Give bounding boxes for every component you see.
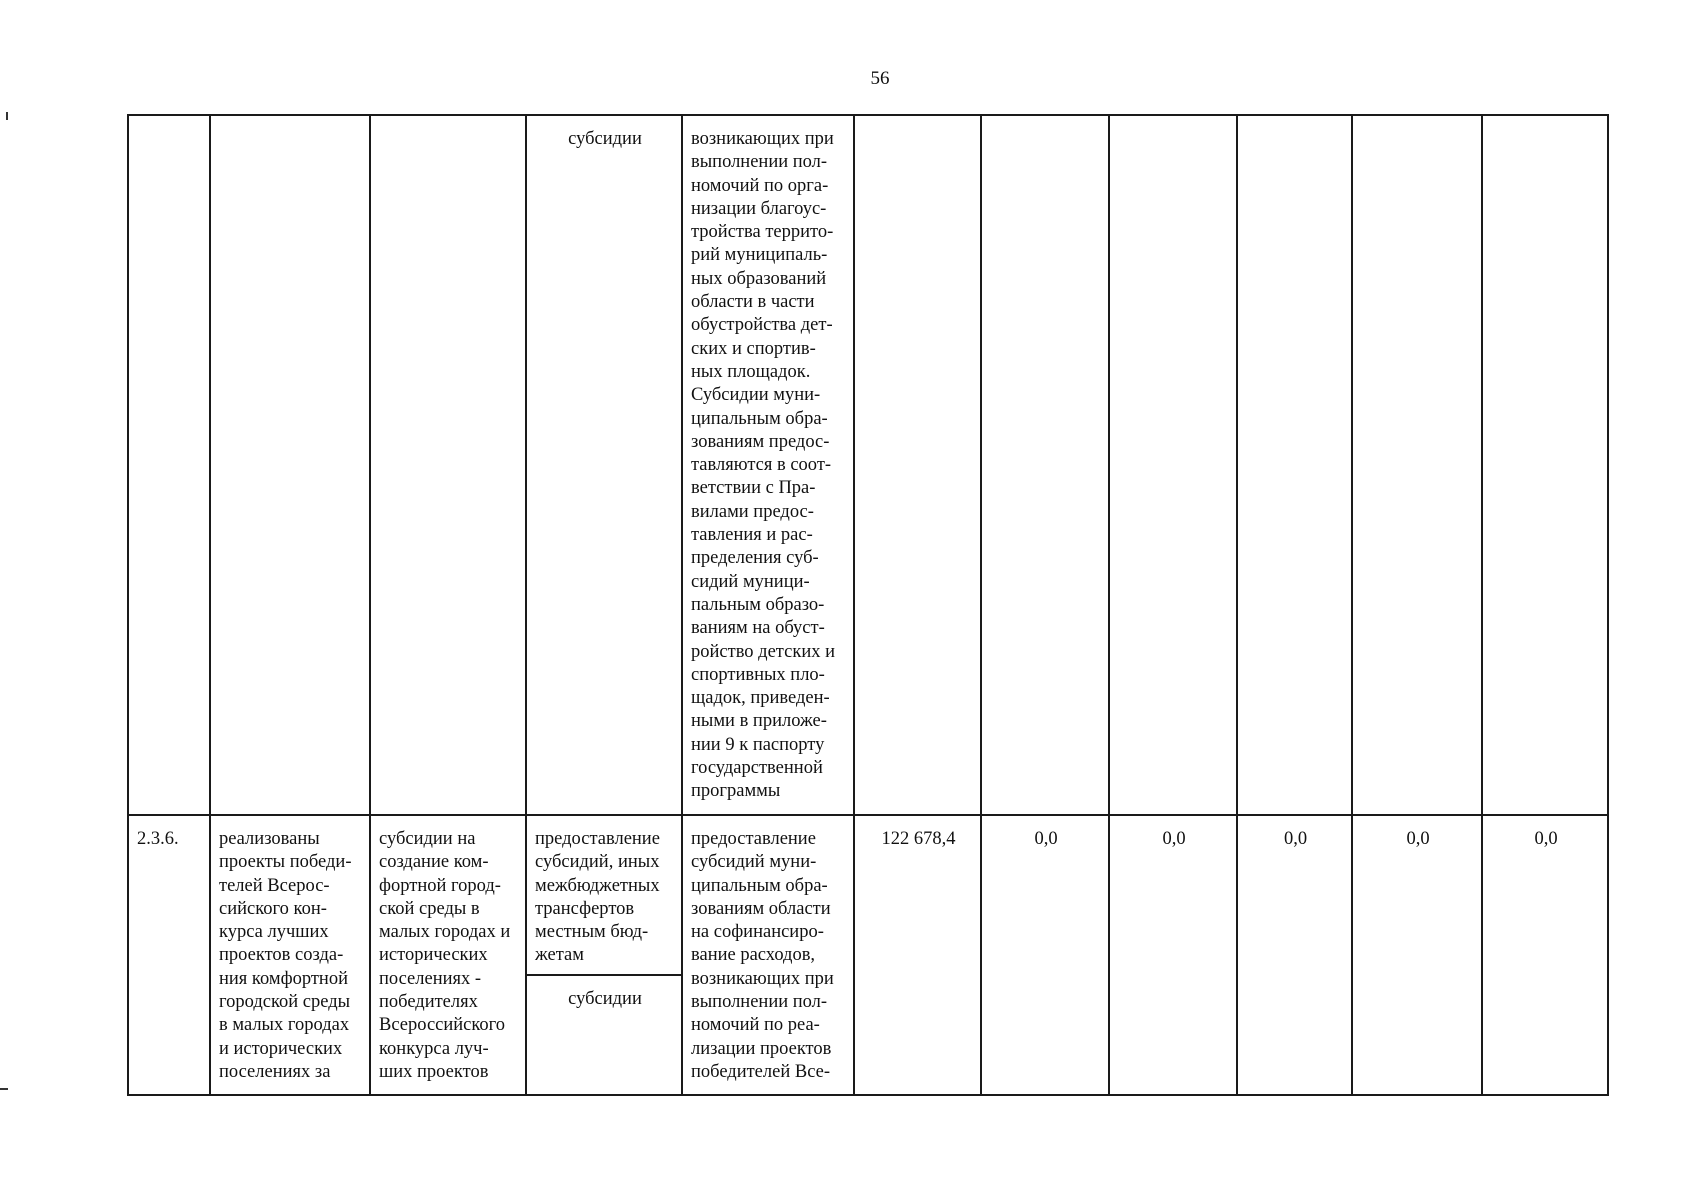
text-line: предоставление xyxy=(691,829,816,849)
text-line: проектов созда- xyxy=(219,945,344,966)
text-line: ской среды в xyxy=(379,898,480,919)
value-cell: 0,0 xyxy=(981,815,1109,1095)
value-cell xyxy=(1352,115,1482,815)
text-line: ских и спортив- xyxy=(691,338,816,359)
item-code-cell xyxy=(128,115,210,815)
text-line: трансфертов xyxy=(535,898,635,919)
text-line: малых городах и xyxy=(379,922,511,943)
value-cell xyxy=(981,115,1109,815)
text-line: ния комфортной xyxy=(219,968,348,989)
text-line: субсидии на xyxy=(379,829,476,849)
text-line: возникающих при xyxy=(691,129,834,149)
value-cell xyxy=(1482,115,1608,815)
text-line: проекты победи- xyxy=(219,852,352,873)
description-cell xyxy=(682,815,854,1095)
text-line: возникающих при xyxy=(691,968,834,989)
text-line: поселениях - xyxy=(379,968,482,989)
value-cell: 0,0 xyxy=(1352,815,1482,1095)
text-line: победителей Все- xyxy=(691,1061,831,1082)
text-line: области в части xyxy=(691,292,815,313)
text-line: Субсидии муни- xyxy=(691,385,821,406)
text-line: реализованы xyxy=(219,829,320,849)
text-line: тавляются в соот- xyxy=(691,455,832,476)
text-line: щадок, приведен- xyxy=(691,688,830,709)
value-cell: 0,0 xyxy=(1237,815,1352,1095)
value-cell: 0,0 xyxy=(1482,815,1608,1095)
text-line: ных образований xyxy=(691,268,827,289)
measure-name-cell xyxy=(370,115,526,815)
text-line: ципальным обра- xyxy=(691,408,828,429)
support-form-line: субсидии xyxy=(568,989,642,1009)
text-line: субсидий, иных xyxy=(535,852,660,873)
support-form-cell xyxy=(526,975,682,1095)
text-line: сийского кон- xyxy=(219,898,327,919)
table-row xyxy=(128,815,1608,975)
text-line: обустройства дет- xyxy=(691,315,833,336)
value-cell: 122 678,4 xyxy=(854,815,981,1095)
text-line: победителях xyxy=(379,992,478,1013)
text-line: лизации проектов xyxy=(691,1038,832,1059)
text-line: государственной xyxy=(691,758,823,779)
support-form-text xyxy=(535,828,675,968)
support-form-cell xyxy=(526,815,682,975)
result-cell xyxy=(210,115,370,815)
text-line: предоставление xyxy=(535,829,660,849)
text-line: телей Всерос- xyxy=(219,875,330,896)
text-line: рий муниципаль- xyxy=(691,245,828,266)
program-table xyxy=(127,114,1609,1096)
text-line: и исторических xyxy=(219,1038,343,1059)
text-line: выполнении пол- xyxy=(691,152,828,173)
text-line: сидий муници- xyxy=(691,571,810,592)
description-cell xyxy=(682,115,854,815)
result-cell xyxy=(210,815,370,1095)
text-line: ройство детских и xyxy=(691,641,835,662)
item-code-cell: 2.3.6. xyxy=(128,815,210,1095)
text-line: в малых городах xyxy=(219,1015,350,1036)
text-line: фортной город- xyxy=(379,875,501,896)
text-line: вание расходов, xyxy=(691,945,816,966)
text-line: спортивных пло- xyxy=(691,664,825,685)
text-line: зованиям предос- xyxy=(691,431,830,452)
value-cell: 0,0 xyxy=(1109,815,1237,1095)
text-line: создание ком- xyxy=(379,852,489,873)
value-cell xyxy=(1109,115,1237,815)
text-line: исторических xyxy=(379,945,488,966)
value-cell xyxy=(1237,115,1352,815)
text-line: номочий по реа- xyxy=(691,1015,820,1036)
text-line: местным бюд- xyxy=(535,922,649,943)
support-form-line: субсидии xyxy=(568,129,642,149)
text-line: зованиям области xyxy=(691,898,831,919)
text-line: ветствии с Пра- xyxy=(691,478,816,499)
text-line: курса лучших xyxy=(219,922,329,943)
table-row xyxy=(128,115,1608,815)
text-line: субсидий муни- xyxy=(691,852,817,873)
text-line: тавления и рас- xyxy=(691,525,813,546)
page-number: 56 xyxy=(870,68,890,89)
text-line: поселениях за xyxy=(219,1061,331,1082)
value-cell xyxy=(854,115,981,815)
support-form-cell xyxy=(526,115,682,815)
text-line: Всероссийского xyxy=(379,1015,506,1036)
text-line: на софинансиро- xyxy=(691,922,824,943)
text-line: межбюджетных xyxy=(535,875,660,896)
description-text xyxy=(691,128,847,804)
text-line: ципальным обра- xyxy=(691,875,828,896)
result-text xyxy=(219,828,363,1084)
text-line: номочий по орга- xyxy=(691,175,829,196)
text-line: нии 9 к паспорту xyxy=(691,734,825,755)
text-line: ными в приложе- xyxy=(691,711,827,732)
text-line: вилами предос- xyxy=(691,501,814,522)
measure-name-cell xyxy=(370,815,526,1095)
text-line: ших проектов xyxy=(379,1061,489,1082)
text-line: жетам xyxy=(535,945,584,966)
text-line: пределения суб- xyxy=(691,548,819,569)
text-line: ных площадок. xyxy=(691,361,811,382)
text-line: тройства террито- xyxy=(691,222,834,243)
text-line: городской среды xyxy=(219,992,351,1013)
text-line: выполнении пол- xyxy=(691,992,828,1013)
text-line: низации благоус- xyxy=(691,198,827,219)
description-text xyxy=(691,828,847,1084)
text-line: программы xyxy=(691,781,781,802)
text-line: конкурса луч- xyxy=(379,1038,489,1059)
text-line: ваниям на обуст- xyxy=(691,618,825,639)
measure-name-text xyxy=(379,828,519,1084)
text-line: пальным образо- xyxy=(691,594,825,615)
